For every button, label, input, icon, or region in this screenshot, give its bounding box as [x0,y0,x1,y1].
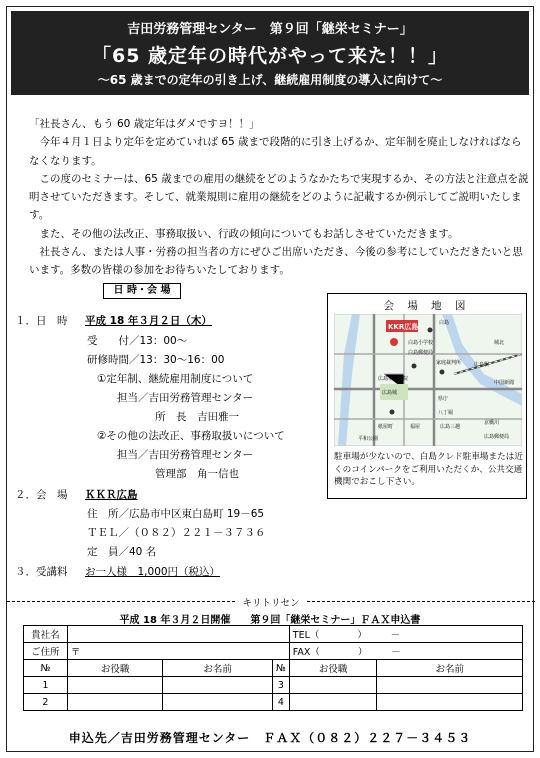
fee-amount: お一人様 1,000円（税込） [85,566,221,578]
address-label: ご住所 [24,643,68,660]
intro-text [29,115,529,280]
header-line-1: 吉田労務管理センター 第９回「継栄セミナー」 [127,22,413,37]
map-label-15: 京橋川 [484,420,500,426]
map-label-9: 県庁 [438,396,449,402]
map-label-8: 家庭裁判所 [436,360,462,366]
map-note: 駐車場が少ないので、白島クレド駐車場または近くのコインパークをご利用いただくか、公共交通機関でおこし下さい。 [334,452,523,487]
row-number: 2 [24,694,68,711]
col-no-1: № [24,660,68,677]
company-field[interactable] [67,626,289,643]
intro-p3: この度のセミナーは、65 歳までの雇用の継続をどのようなかたちで実現するか、その方法と注意点を説明させていただきます。そして、就業規則に雇用の継続をどのように記載するか例示してご説明いたします。 [29,172,529,222]
map-label-2: 城北 [494,340,505,346]
map-label-3: 広島駅 [474,362,490,368]
col-no-2: № [272,660,289,677]
address-field[interactable]: 〒 [67,643,289,660]
schedule-title: 日 時・会 場 [103,283,181,299]
col-name-2: お名前 [377,660,523,677]
map-label-1: 白島 [439,320,450,326]
form-header-row [24,660,523,677]
form-entry-row [24,694,523,711]
tel-field[interactable]: TEL（ ） － [289,626,522,643]
fee-label: ３．受講料 [15,566,68,578]
map-label-12: 福屋 [410,424,421,430]
name-field[interactable] [163,677,272,694]
col-position-2: お役職 [289,660,377,677]
fax-form-title: 平成 18 年３月２日開催 第９回「継栄セミナー」ＦＡＸ申込書 [119,615,421,626]
cut-line-label: キリトリセン [237,598,306,609]
fax-application-form [23,625,523,711]
map-label-6: 白島郵便局 [408,350,434,356]
map-drawing [334,314,522,446]
name-field[interactable] [377,677,523,694]
topic-1: ①定年制、継続雇用制度について [97,373,254,385]
position-field[interactable] [289,694,377,711]
form-row-company [24,626,523,643]
venue-address: 住 所／広島市中区東白島町 19－65 [87,508,265,520]
venue-map [327,293,527,499]
name-field[interactable] [163,694,272,711]
map-label-4: 中国新聞 [494,380,515,386]
topic-1-charge: 担当／吉田労務管理センター [117,392,254,404]
form-row-address [24,643,523,660]
map-label-11: 広島三越 [440,424,461,430]
venue-tel: ＴＥＬ／（０８２）２２１－３７３６ [87,527,266,539]
intro-p2: 今年４月１日より定年を定めていれば 65 歳まで段階的に引き上げるか、定年制を廃止しなければならなくなります。 [29,136,522,167]
row-number: 4 [272,694,289,711]
fax-field[interactable]: FAX（ ） － [289,643,522,660]
venue-name: ＫＫＲ広島 [85,489,138,501]
flyer-page [6,6,534,752]
venue-capacity: 定 員／40 名 [87,546,157,558]
reception-time: 受 付／13：00～ [87,335,188,347]
fax-contact-footer: 申込先／吉田労務管理センター ＦＡＸ（０８２）２２７－３４５３ [68,731,472,745]
map-title: 会 場 地 図 [383,300,471,312]
map-label-16: 広島郵便局 [484,434,510,440]
header-title: 「65 歳定年の時代がやって来た！！」 [91,45,449,67]
intro-p5: 社長さん、または人事・労務の担当者の方にぜひご出席いただき、今後の参考にしていただきたいと思います。多数の皆様の参加をお待ちいたしております。 [29,246,523,277]
map-label-13: 紙屋町 [378,424,394,430]
topic-1-person: 所 長 吉田雅一 [155,411,239,423]
map-label-10: 八丁堀 [438,410,454,416]
schedule-date: 平成 18 年３月２日（木） [85,315,212,327]
intro-p1: 「社長さん、もう 60 歳定年はダメですヨ！！」 [29,118,260,130]
venue-marker-icon [390,338,398,346]
training-time: 研修時間／13：30～16：00 [87,354,225,366]
map-label-7: 広島市民病院 [378,376,409,382]
schedule-date-label: １．日 時 [15,315,68,327]
map-venue-label: KKR広島 [388,323,419,331]
map-label-17: 広島城 [382,390,398,396]
position-field[interactable] [289,677,377,694]
form-entry-row [24,677,523,694]
topic-2-person: 管理部 角一信也 [155,468,239,480]
venue-label: ２．会 場 [15,489,68,501]
header-subtitle: ～65 歳までの定年の引き上げ、継続雇用制度の導入に向けて～ [97,73,443,87]
intro-p4: また、その他の法改正、事務取扱い、行政の傾向についてもお話しさせていただきます。 [39,227,459,240]
topic-2: ②その他の法改正、事務取扱いについて [97,430,285,442]
row-number: 1 [24,677,68,694]
name-field[interactable] [377,694,523,711]
company-label: 貴社名 [24,626,68,643]
position-field[interactable] [67,677,163,694]
col-position-1: お役職 [67,660,163,677]
map-label-14: 平和公園 [358,436,379,442]
map-label-5: 白島小学校 [408,340,434,346]
col-name-1: お名前 [163,660,272,677]
topic-2-charge: 担当／吉田労務管理センター [117,449,254,461]
cut-line [7,595,535,607]
position-field[interactable] [67,694,163,711]
header-banner [11,11,529,95]
row-number: 3 [272,677,289,694]
